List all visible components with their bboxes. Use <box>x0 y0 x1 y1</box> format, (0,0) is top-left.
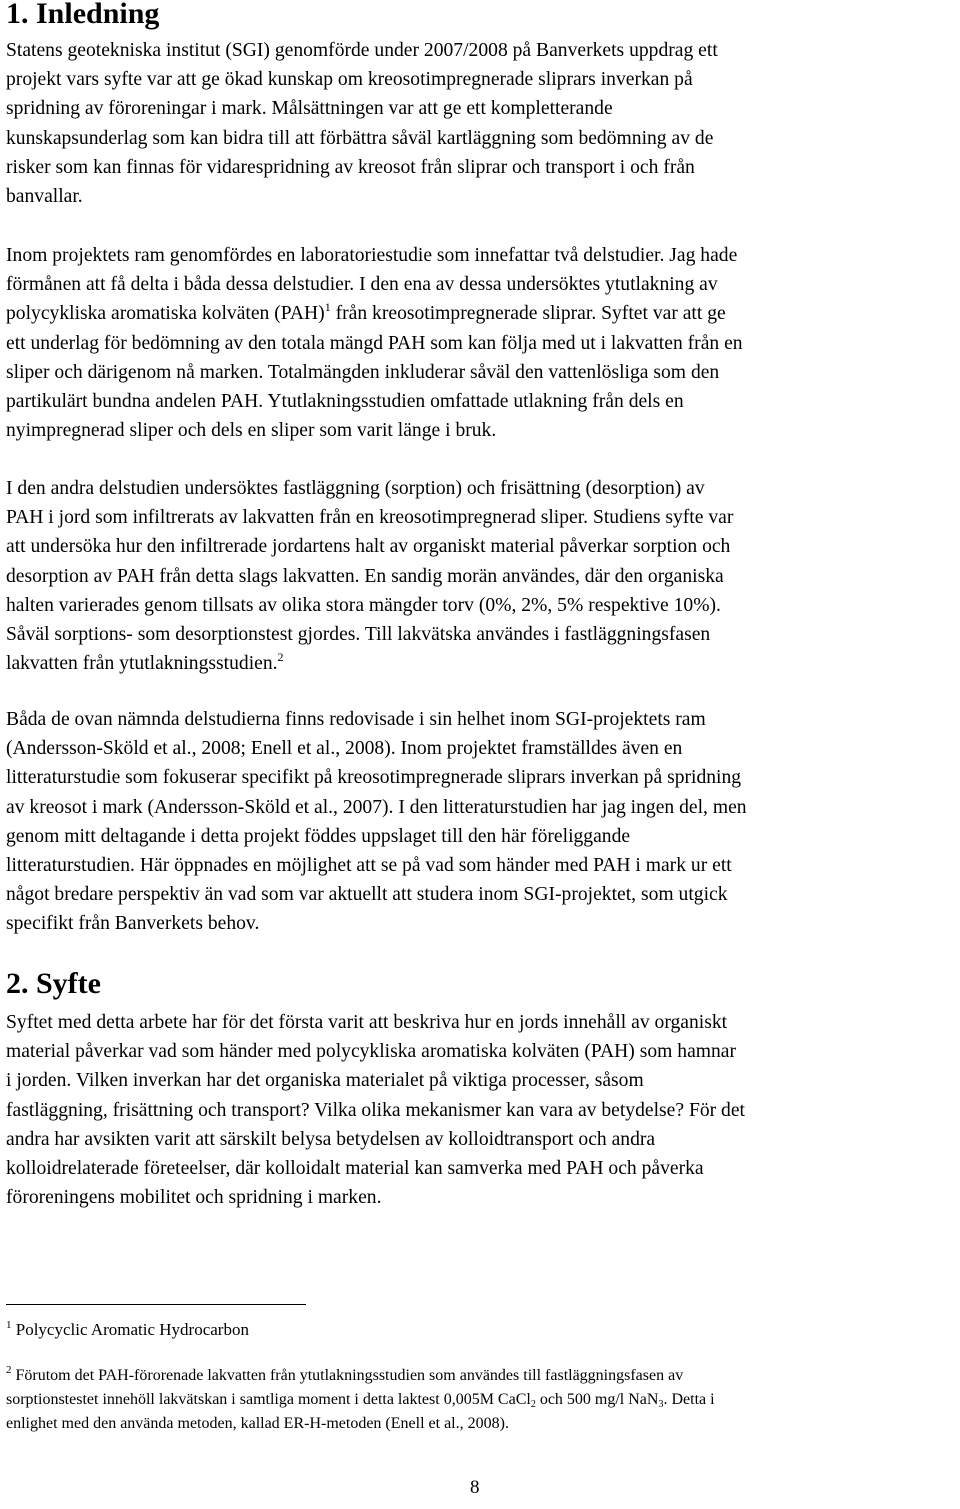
paragraph-intro <box>6 36 956 211</box>
footnote-text: Polycyclic Aromatic Hydrocarbon <box>11 1320 249 1339</box>
text-line: i jorden. Vilken inverkan har det organiska materialet på viktiga processer, såsom <box>6 1070 644 1092</box>
text-line: sliper och därigenom nå marken. Totalmängden inkluderar såväl den vattenlösliga som den <box>6 361 720 383</box>
paragraph-purpose <box>6 1008 956 1212</box>
text-line: fastläggning, frisättning och transport? Vilka olika mekanismer kan vara av betydelse? För det <box>6 1099 745 1121</box>
text-segment: lakvatten från ytutlakningsstudien. <box>6 653 278 675</box>
text-line: av kreosot i mark (Andersson-Sköld et al., 2007). I den litteraturstudien har jag ingen del, men <box>6 796 747 818</box>
text-line: spridning av föroreningar i mark. Målsättningen var att ge ett kompletterande <box>6 98 613 120</box>
text-line: att undersöka hur den infiltrerade jordartens halt av organiskt material påverkar sorption och <box>6 536 731 558</box>
text-line: specifikt från Banverkets behov. <box>6 913 260 935</box>
footnote-ref: 2 <box>277 650 284 665</box>
text-line: genom mitt deltagande i detta projekt föddes uppslaget till den här föreliggande <box>6 825 631 847</box>
text-line: litteraturstudie som fokuserar specifikt på kreosotimpregnerade sliprars inverkan på spridning <box>6 767 742 789</box>
text-line: desorption av PAH från detta slags lakvatten. En sandig morän användes, där den organiska <box>6 565 724 587</box>
footnote-divider <box>6 1304 306 1305</box>
paragraph-background <box>6 705 956 939</box>
text-line: förmånen att få delta i båda dessa delstudier. I den ena av dessa undersöktes ytutlakning av <box>6 274 718 296</box>
footnote-2 <box>6 1364 715 1436</box>
paragraph-project <box>6 241 956 445</box>
footnote-1 <box>6 1318 249 1342</box>
heading-syfte: 2. Syfte <box>6 967 101 1000</box>
footnote-number: 2 <box>6 1364 12 1376</box>
text-line: Såväl sorptions- som desorptionstest gjordes. Till lakvätska användes i fastläggningsfasen <box>6 623 711 645</box>
text-line: ett underlag för bedömning av den totala mängd PAH som kan följa med ut i lakvatten från en <box>6 332 743 354</box>
text-segment: från kreosotimpregnerade sliprar. Syftet var att ge <box>330 303 726 325</box>
text-line: Syftet med detta arbete har för det första varit att beskriva hur en jords innehåll av organiskt <box>6 1012 728 1033</box>
text-line <box>6 649 956 678</box>
text-line: PAH i jord som infiltrerats av lakvatten från en kreosotimpregnerad sliper. Studiens syfte var <box>6 507 734 529</box>
text-line <box>6 299 956 328</box>
text-line: Båda de ovan nämnda delstudierna finns redovisade i sin helhet inom SGI-projektets ram <box>6 709 706 730</box>
text-line: litteraturstudien. Här öppnades en möjlighet att se på vad som händer med PAH i mark ur ett <box>6 854 732 876</box>
text-line: Inom projektets ram genomfördes en laboratoriestudie som innefattar två delstudier. Jag hade <box>6 245 738 266</box>
text-line: material påverkar vad som händer med polycykliska aromatiska kolväten (PAH) som hamnar <box>6 1041 737 1063</box>
text-line: (Andersson-Sköld et al., 2008; Enell et al., 2008). Inom projektet framställdes även en <box>6 738 683 760</box>
footnote-line <box>6 1388 715 1412</box>
footnote-text: . Detta i <box>663 1391 715 1408</box>
text-line: projekt vars syfte var att ge ökad kunskap om kreosotimpregnerade sliprars inverkan på <box>6 69 693 91</box>
text-line: kunskapsunderlag som kan bidra till att förbättra såväl kartläggning som bedömning av de <box>6 127 714 149</box>
footnote-number: 1 <box>6 1319 12 1331</box>
footnote-text: Förutom det PAH-förorenade lakvatten från ytutlakningsstudien som användes till fastläggningsfasen av <box>11 1367 684 1384</box>
text-line: banvallar. <box>6 185 83 207</box>
subscript: 3 <box>658 1399 664 1410</box>
text-line: halten varierades genom tillsats av olika stora mängder torv (0%, 2%, 5% respektive 10%). <box>6 594 721 616</box>
text-line: nyimpregnerad sliper och dels en sliper som varit länge i bruk. <box>6 420 497 442</box>
text-line: I den andra delstudien undersöktes fastläggning (sorption) och frisättning (desorption) av <box>6 478 705 499</box>
text-line: partikulärt bundna andelen PAH. Ytutlakningsstudien omfattade utlakning från dels en <box>6 390 684 412</box>
footnote-text: och 500 mg/l NaN <box>535 1391 659 1408</box>
text-segment: polycykliska aromatiska kolväten (PAH) <box>6 303 325 325</box>
text-line: kolloidrelaterade företeelser, där kolloidalt material kan samverka med PAH och påverka <box>6 1157 704 1179</box>
paragraph-second-study <box>6 474 956 678</box>
text-line: något bredare perspektiv än vad som var aktuellt att studera inom SGI-projektet, som utgick <box>6 884 728 906</box>
page-number: 8 <box>470 1477 480 1498</box>
footnote-line: enlighet med den använda metoden, kallad ER-H-metoden (Enell et al., 2008). <box>6 1415 509 1432</box>
heading-inledning: 1. Inledning <box>6 0 160 30</box>
footnote-line <box>6 1364 715 1388</box>
text-line: risker som kan finnas för vidarespridning av kreosot från sliprar och transport i och från <box>6 156 695 178</box>
text-line: föroreningens mobilitet och spridning i marken. <box>6 1187 382 1209</box>
text-line: Statens geotekniska institut (SGI) genomförde under 2007/2008 på Banverkets uppdrag ett <box>6 40 718 61</box>
footnote-ref: 1 <box>324 300 331 315</box>
subscript: 2 <box>530 1399 536 1410</box>
footnote-text: sorptionstestet innehöll lakvätskan i samtliga moment i detta laktest 0,005M CaCl <box>6 1391 531 1408</box>
text-line: andra har avsikten varit att särskilt belysa betydelsen av kolloidtransport och andra <box>6 1128 656 1150</box>
